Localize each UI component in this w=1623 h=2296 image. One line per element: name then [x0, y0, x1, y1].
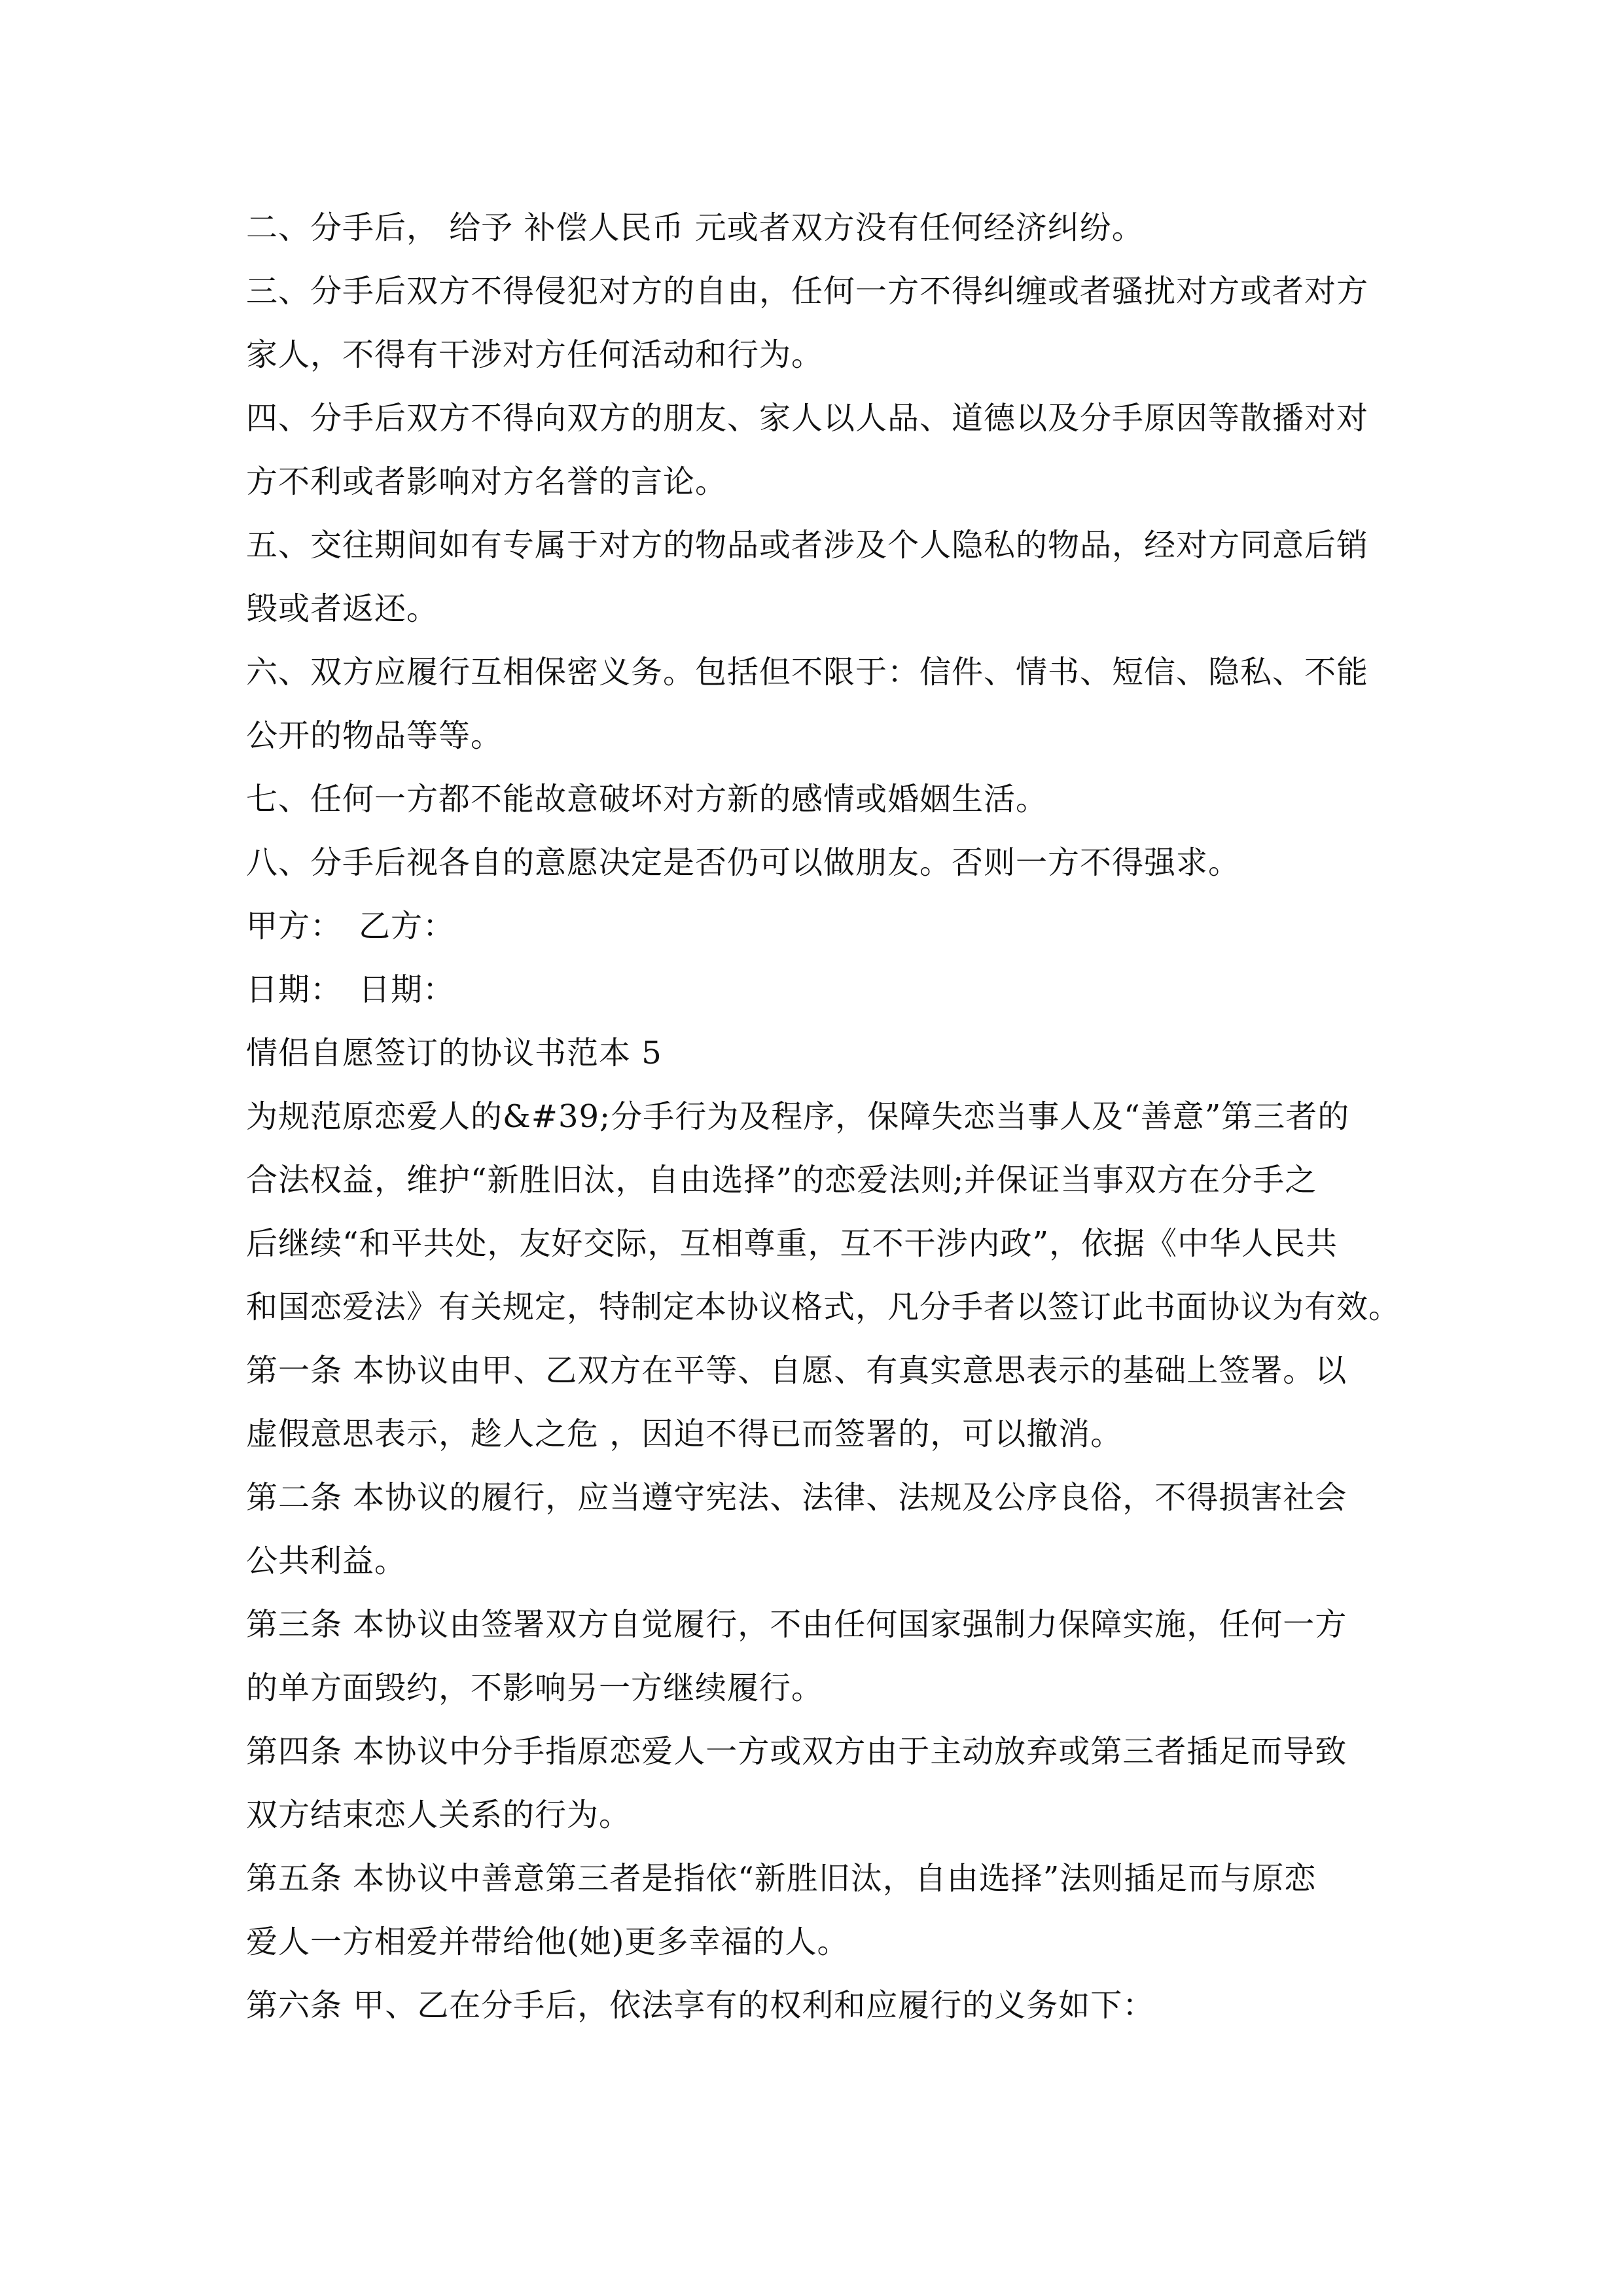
- article-1-line-2: 虚假意思表示，趁人之危 ，因迫不得已而签署的，可以撤消。: [246, 1416, 1123, 1452]
- article-5-line-1: 第五条 本协议中善意第三者是指依“新胜旧汰，自由选择”法则插足而与原恋: [246, 1860, 1317, 1897]
- party-signature-line: 甲方： 乙方：: [246, 908, 455, 944]
- clause-6-line-2: 公开的物品等等。: [246, 717, 503, 754]
- article-3-line-1: 第三条 本协议由签署双方自觉履行，不由任何国家强制力保障实施，任何一方: [246, 1606, 1347, 1643]
- article-4-line-1: 第四条 本协议中分手指原恋爱人一方或双方由于主动放弃或第三者插足而导致: [246, 1733, 1347, 1770]
- article-6-line: 第六条 甲、乙在分手后，依法享有的权利和应履行的义务如下：: [246, 1987, 1155, 2024]
- clause-8-line: 八、分手后视各自的意愿决定是否仍可以做朋友。否则一方不得强求。: [246, 844, 1241, 881]
- document-page: [246, 196, 1401, 2037]
- preamble-line-1: 为规范原恋爱人的&#39;分手行为及程序，保障失恋当事人及“善意”第三者的: [246, 1098, 1350, 1135]
- date-signature-line: 日期： 日期：: [246, 971, 455, 1008]
- clause-4-line-2: 方不利或者影响对方名誉的言论。: [246, 463, 728, 500]
- clause-2-line: 二、分手后， 给予 补偿人民币 元或者双方没有任何经济纠纷。: [246, 209, 1144, 246]
- article-2-line-1: 第二条 本协议的履行，应当遵守宪法、法律、法规及公序良俗，不得损害社会: [246, 1479, 1347, 1516]
- article-5-line-2: 爱人一方相爱并带给他(她)更多幸福的人。: [246, 1924, 849, 1960]
- preamble-line-2: 合法权益，维护“新胜旧汰，自由选择”的恋爱法则;并保证当事双方在分手之: [246, 1162, 1317, 1198]
- preamble-line-3: 后继续“和平共处，友好交际，互相尊重，互不干涉内政”，依据《中华人民共: [246, 1225, 1338, 1262]
- clause-7-line: 七、任何一方都不能故意破坏对方新的感情或婚姻生活。: [246, 781, 1048, 817]
- clause-6-line-1: 六、双方应履行互相保密义务。包括但不限于：信件、情书、短信、隐私、不能: [246, 654, 1369, 691]
- section-title: 情侣自愿签订的协议书范本 5: [246, 1035, 662, 1071]
- clause-4-line-1: 四、分手后双方不得向双方的朋友、家人以人品、道德以及分手原因等散播对对: [246, 400, 1369, 437]
- clause-3-line-1: 三、分手后双方不得侵犯对方的自由，任何一方不得纠缠或者骚扰对方或者对方: [246, 273, 1369, 310]
- article-1-line-1: 第一条 本协议由甲、乙双方在平等、自愿、有真实意思表示的基础上签署。以: [246, 1352, 1347, 1389]
- article-3-line-2: 的单方面毁约，不影响另一方继续履行。: [246, 1670, 824, 1706]
- article-2-line-2: 公共利益。: [246, 1543, 407, 1579]
- preamble-line-4: 和国恋爱法》有关规定，特制定本协议格式，凡分手者以签订此书面协议为有效。: [246, 1289, 1401, 1325]
- clause-3-line-2: 家人，不得有干涉对方任何活动和行为。: [246, 336, 824, 373]
- clause-5-line-1: 五、交往期间如有专属于对方的物品或者涉及个人隐私的物品，经对方同意后销: [246, 527, 1369, 564]
- clause-5-line-2: 毁或者返还。: [246, 590, 439, 627]
- article-4-line-2: 双方结束恋人关系的行为。: [246, 1797, 632, 1833]
